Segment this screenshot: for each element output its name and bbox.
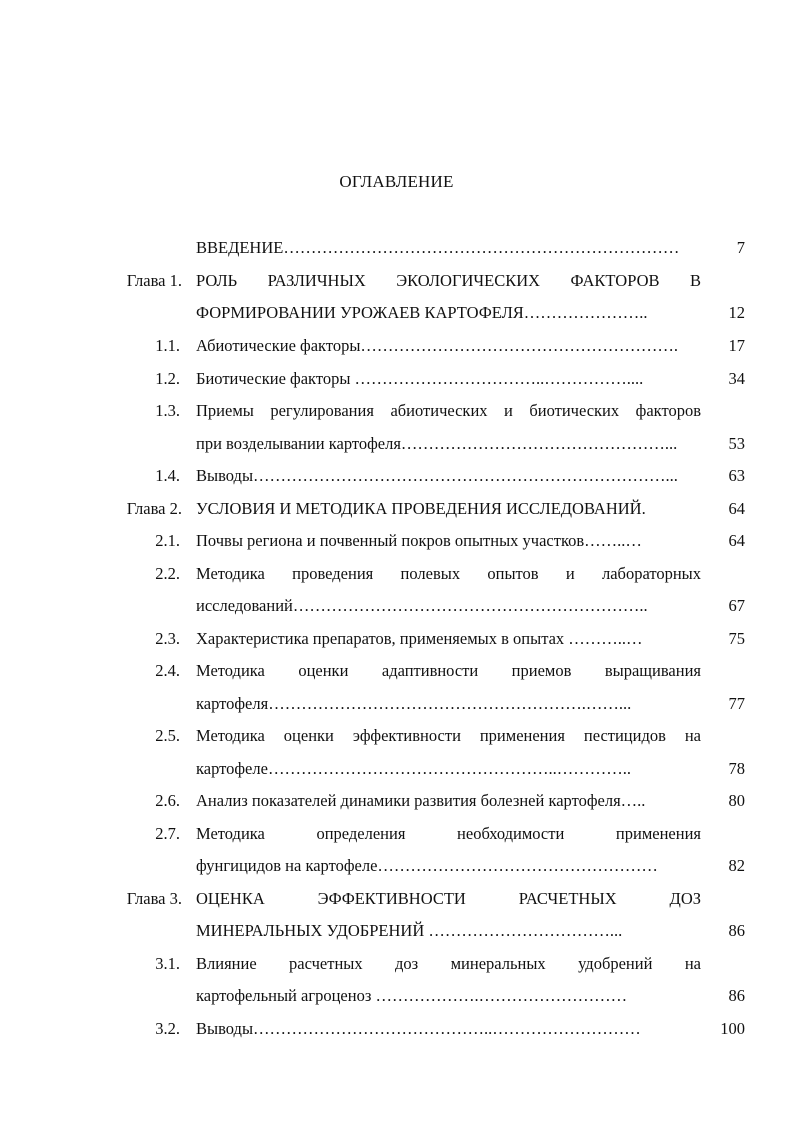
toc-entry-title: Влияние расчетных доз минеральных удобрений на: [196, 954, 701, 973]
toc-entry: [0, 236, 793, 260]
toc-entry-title: Методика определения необходимости применения: [196, 824, 701, 843]
toc-entry-page: 63: [728, 466, 745, 485]
toc-entry: [0, 529, 793, 553]
toc-entry-page: 17: [728, 336, 745, 355]
toc-entry-title: Методика проведения полевых опытов и лабораторных: [196, 564, 701, 583]
toc-entry: [0, 301, 793, 325]
toc-entry-title: Методика оценки эффективности применения пестицидов на: [196, 726, 701, 745]
toc-entry: [0, 562, 793, 586]
toc-entry: [0, 757, 793, 781]
toc-entry-page: 67: [728, 596, 745, 615]
toc-entry: [0, 887, 793, 911]
toc-entry-number: Глава 1.: [126, 271, 182, 290]
toc-entry-page: 80: [728, 791, 745, 810]
toc-entry: [0, 367, 793, 391]
toc-entry-title: ОЦЕНКА ЭФФЕКТИВНОСТИ РАСЧЕТНЫХ ДОЗ: [196, 889, 701, 908]
toc-entry-title: Приемы регулирования абиотических и биотических факторов: [196, 401, 701, 420]
toc-entry-title: картофельный агроценоз ……………….………………………: [196, 986, 628, 1005]
toc-entry-title: исследований………………………………………………………..: [196, 596, 648, 615]
page-title: ОГЛАВЛЕНИЕ: [339, 172, 454, 191]
toc-entry-title: при возделывании картофеля…………………………………………...: [196, 434, 678, 453]
toc-entry-number: 2.7.: [155, 824, 180, 843]
toc-entry: [0, 464, 793, 488]
toc-entry-number: 3.1.: [155, 954, 180, 973]
toc-entry-number: 2.6.: [155, 791, 180, 810]
toc-entry-number: 1.3.: [155, 401, 180, 420]
toc-entry-title: МИНЕРАЛЬНЫХ УДОБРЕНИЙ ……………………………...: [196, 921, 623, 940]
toc-entry-page: 78: [728, 759, 745, 778]
toc-entry-number: 1.1.: [155, 336, 180, 355]
toc-entry: [0, 334, 793, 358]
toc-entry-page: 77: [728, 694, 745, 713]
toc-entry: [0, 432, 793, 456]
toc-entry-page: 86: [728, 986, 745, 1005]
toc-entry-number: 1.2.: [155, 369, 180, 388]
toc-entry-number: 2.5.: [155, 726, 180, 745]
toc-entry-title: ФОРМИРОВАНИИ УРОЖАЕВ КАРТОФЕЛЯ…………………..: [196, 303, 648, 322]
toc-entry: [0, 269, 793, 293]
toc-entry: [0, 854, 793, 878]
toc-entry-page: 64: [728, 499, 745, 518]
toc-entry: [0, 789, 793, 813]
toc-entry-page: 7: [736, 238, 745, 257]
toc-entry-page: 75: [728, 629, 745, 648]
toc-entry-number: 2.2.: [155, 564, 180, 583]
toc-entry: [0, 399, 793, 423]
toc-entry-title: РОЛЬ РАЗЛИЧНЫХ ЭКОЛОГИЧЕСКИХ ФАКТОРОВ В: [196, 271, 701, 290]
toc-entry-title: картофеле……………………………………………..…………..: [196, 759, 631, 778]
toc-entry-number: 2.4.: [155, 661, 180, 680]
toc-entry-number: Глава 2.: [126, 499, 182, 518]
toc-entry-title: картофеля………………………………………………….……...: [196, 694, 632, 713]
toc-entry-page: 86: [728, 921, 745, 940]
toc-entry-page: 34: [728, 369, 745, 388]
toc-entry: [0, 952, 793, 976]
toc-entry-title: Почвы региона и почвенный покров опытных участков……..…: [196, 531, 642, 550]
toc-entry-number: 2.1.: [155, 531, 180, 550]
toc-entry: [0, 497, 793, 521]
toc-entry-number: Глава 3.: [126, 889, 182, 908]
toc-entry-number: 2.3.: [155, 629, 180, 648]
toc-entry-title: фунгицидов на картофеле……………………………………………: [196, 856, 658, 875]
toc-entry-title: ВВЕДЕНИЕ………………………………………………………………: [196, 238, 680, 257]
toc-entry-page: 53: [728, 434, 745, 453]
toc-entry: [0, 1017, 793, 1041]
toc-entry-page: 12: [728, 303, 745, 322]
toc-entry-title: Анализ показателей динамики развития болезней картофеля…..: [196, 791, 646, 810]
toc-entry: [0, 822, 793, 846]
toc-entry-title: УСЛОВИЯ И МЕТОДИКА ПРОВЕДЕНИЯ ИССЛЕДОВАНИЙ.: [196, 499, 646, 518]
toc-entry: [0, 594, 793, 618]
toc-entry-title: Выводы……………………………………..………………………: [196, 1019, 641, 1038]
toc-entry-title: Характеристика препаратов, применяемых в опытах ………..…: [196, 629, 643, 648]
toc-entry-page: 64: [728, 531, 745, 550]
toc-entry-page: 82: [728, 856, 745, 875]
toc-entry-number: 1.4.: [155, 466, 180, 485]
toc-entry-title: Биотические факторы ……………………………..……………....: [196, 369, 644, 388]
toc-entry: [0, 984, 793, 1008]
toc-entry: [0, 692, 793, 716]
toc-entry-number: 3.2.: [155, 1019, 180, 1038]
toc-entry: [0, 919, 793, 943]
toc-entry: [0, 659, 793, 683]
toc-entry: [0, 724, 793, 748]
toc-entry-title: Абиотические факторы………………………………………………….: [196, 336, 679, 355]
toc-entry-title: Выводы…………………………………………………………………...: [196, 466, 678, 485]
toc-entry-title: Методика оценки адаптивности приемов выращивания: [196, 661, 701, 680]
toc-entry-page: 100: [720, 1019, 745, 1038]
toc-entry: [0, 627, 793, 651]
